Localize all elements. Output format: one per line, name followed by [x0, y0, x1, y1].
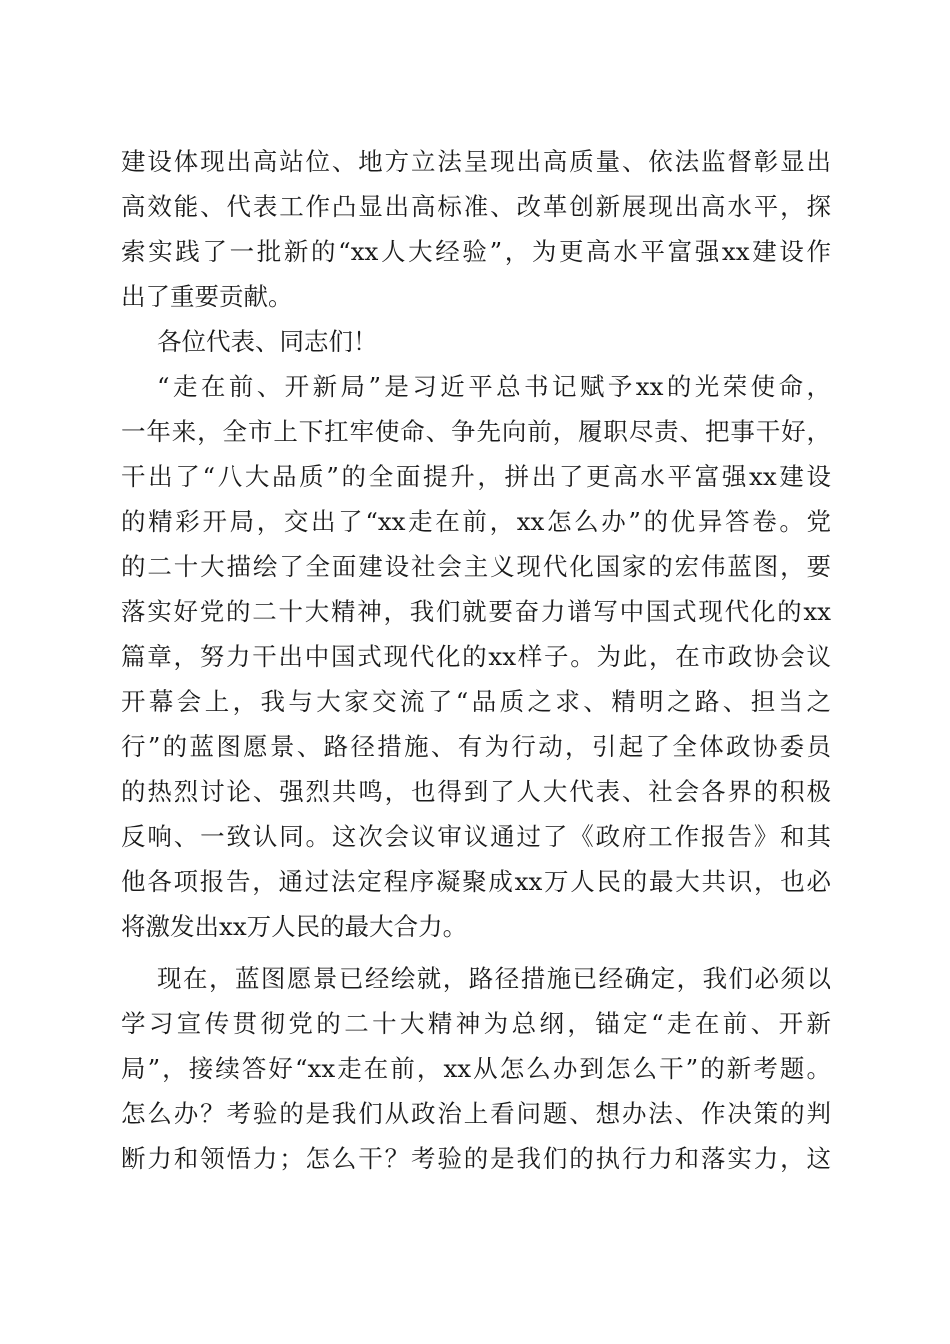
paragraph-4-line-3: 局”，接续答好“xx走在前，xx从怎么办到怎么干”的新考题。: [121, 1054, 831, 1083]
paragraph-4-line-1: 现在，蓝图愿景已经绘就，路径措施已经确定，我们必须以: [157, 964, 831, 993]
paragraph-1-line-4: 出了重要贡献。: [121, 282, 293, 311]
paragraph-3-line-9: 行”的蓝图愿景、路径措施、有为行动，引起了全体政协委员: [121, 732, 831, 761]
paragraph-3-line-3: 干出了“八大品质”的全面提升，拼出了更高水平富强xx建设: [121, 462, 831, 491]
paragraph-3-line-5: 的二十大描绘了全面建设社会主义现代化国家的宏伟蓝图，要: [121, 552, 831, 581]
paragraph-3-line-7: 篇章，努力干出中国式现代化的xx样子。为此，在市政协会议: [121, 642, 831, 671]
paragraph-3-line-12: 他各项报告，通过法定程序凝聚成xx万人民的最大共识，也必: [121, 867, 831, 896]
paragraph-2-line-1: 各位代表、同志们！: [157, 327, 378, 356]
paragraph-4-line-5: 断力和领悟力；怎么干？考验的是我们的执行力和落实力，这: [121, 1144, 831, 1173]
paragraph-3-line-1: “走在前、开新局”是习近平总书记赋予xx的光荣使命，: [157, 372, 831, 401]
paragraph-3-line-6: 落实好党的二十大精神，我们就要奋力谱写中国式现代化的xx: [121, 597, 831, 626]
paragraph-1-line-1: 建设体现出高站位、地方立法呈现出高质量、依法监督彰显出: [121, 147, 831, 176]
paragraph-4-line-4: 怎么办？考验的是我们从政治上看问题、想办法、作决策的判: [121, 1099, 831, 1128]
paragraph-3-line-2: 一年来，全市上下扛牢使命、争先向前，履职尽责、把事干好，: [121, 417, 831, 446]
paragraph-1-line-3: 索实践了一批新的“xx人大经验”，为更高水平富强xx建设作: [121, 237, 831, 266]
paragraph-3-line-4: 的精彩开局，交出了“xx走在前，xx怎么办”的优异答卷。党: [121, 507, 831, 536]
paragraph-4-line-2: 学习宣传贯彻党的二十大精神为总纲，锚定“走在前、开新: [121, 1009, 831, 1038]
paragraph-3-line-8: 开幕会上，我与大家交流了“品质之求、精明之路、担当之: [121, 687, 831, 716]
paragraph-3-line-11: 反响、一致认同。这次会议审议通过了《政府工作报告》和其: [121, 822, 831, 851]
paragraph-1-line-2: 高效能、代表工作凸显出高标准、改革创新展现出高水平，探: [121, 192, 831, 221]
paragraph-3-line-10: 的热烈讨论、强烈共鸣，也得到了人大代表、社会各界的积极: [121, 777, 831, 806]
paragraph-3-line-13: 将激发出xx万人民的最大合力。: [121, 912, 468, 941]
